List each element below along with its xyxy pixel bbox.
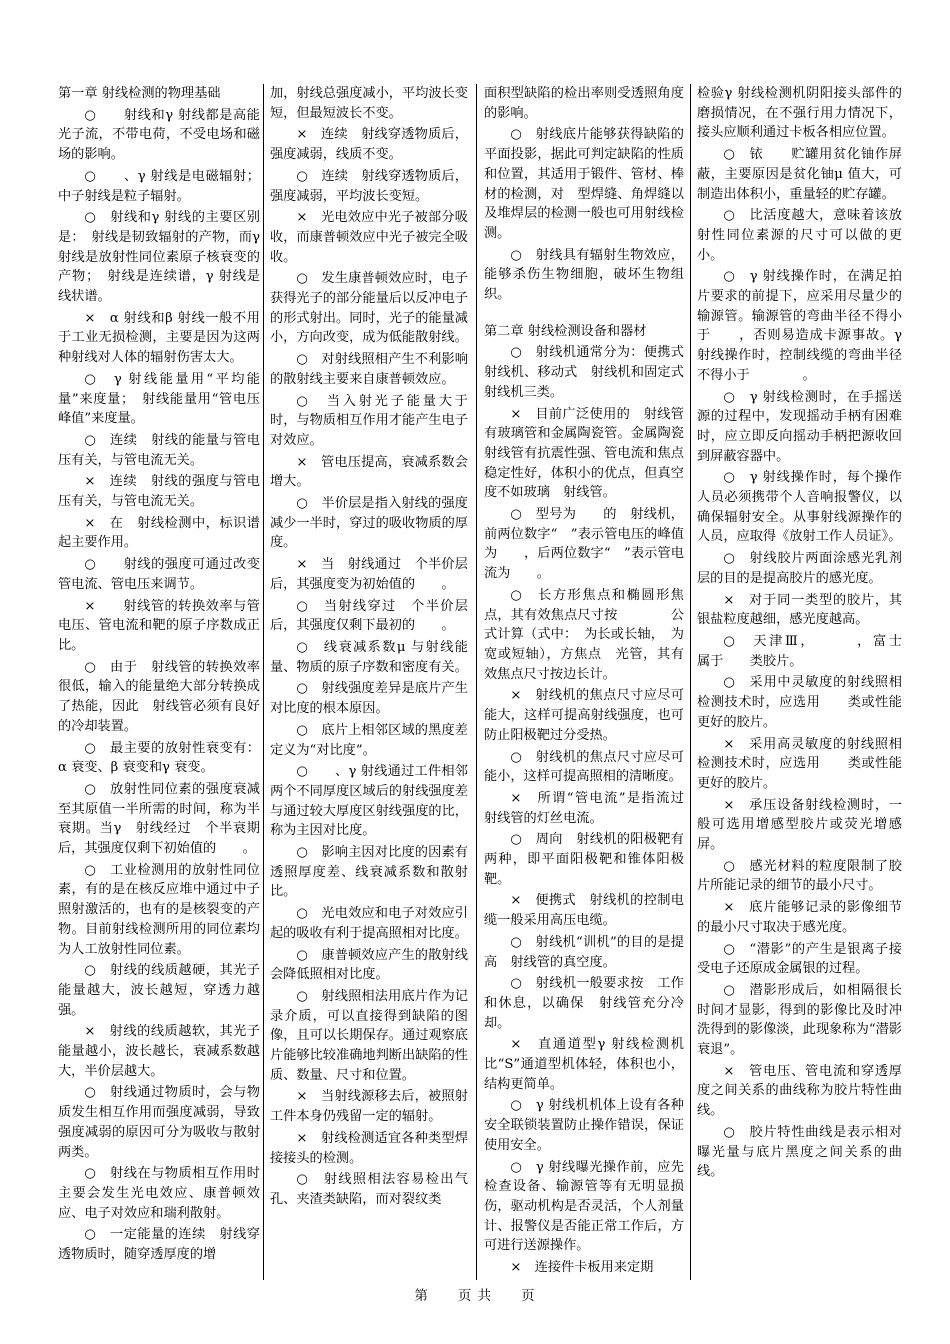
paragraph: ○ 当射线穿过 个半价层后，其强度仅剩下最初的 。 — [270, 598, 468, 634]
paragraph: ○ γ 射线曝光操作前，应先检查设备、输源管等有无明显损伤，驱动机构是否灵活，个人剂量计、报警仪是否能正常工作后，方可进行送源操作。 — [484, 1159, 684, 1254]
paragraph: × 采用高灵敏度的射线照相检测技术时，应选用 类或性能更好的胶片。 — [697, 736, 902, 791]
paragraph: ○ 影响主因对比度的因素有透照厚度差、线衰减系数和散射比。 — [270, 845, 468, 900]
paragraph: ○ 放射性同位素的强度衰减至其原值一半所需的时间，称为半衰期。当γ 射线经过 个半衰期后，其强度仅剩下初始值的 。 — [58, 781, 260, 857]
paragraph: ○ 射线照相法容易检出气孔、夹渣类缺陷，而对裂纹类 — [270, 1172, 468, 1207]
paragraph: ○ 对射线照相产生不利影响的散射线主要来自康普顿效应。 — [270, 352, 468, 387]
paragraph: 加，射线总强度减小，平均波长变短，但最短波长不变。 — [270, 86, 468, 121]
text-column-3 — [484, 84, 698, 1280]
chapter-heading: 第一章 射线检测的物理基础 — [58, 86, 221, 101]
paragraph: × 当 射线通过 个半价层后，其强度变为初始值的 。 — [270, 557, 468, 592]
paragraph: ○ 发生康普顿效应时，电子获得光子的部分能量后以反冲电子的形式射出。同时，光子的能量减小，方向改变，成为低能散射线。 — [270, 271, 468, 346]
paragraph: × 管电压提高，衰减系数会增大。 — [270, 454, 468, 490]
paragraph: ○ 射线和γ 射线都是高能光子流，不带电荷，不受电场和磁场的影响。 — [58, 107, 260, 163]
paragraph: ○ 、γ 射线是电磁辐射；中子射线是粒子辐射。 — [58, 168, 260, 204]
paragraph: ○ 感光材料的粒度限制了胶片所能记录的细节的最小尺寸。 — [697, 858, 902, 894]
paragraph: ○ 采用中灵敏度的射线照相检测技术时，应选用 类或性能更好的胶片。 — [697, 675, 902, 730]
paragraph: ○ 康普顿效应产生的散射线会降低照相对比度。 — [270, 947, 468, 983]
paragraph: × 连接件卡板用来定期 — [510, 1260, 654, 1276]
text-column-1 — [58, 84, 274, 1280]
paragraph: ○ 型号为 的 射线机，前两位数字“ ”表示管电压的峰值为 ，后两位数字“ ”表示管电流为 。 — [484, 507, 684, 582]
paragraph: ○ 射线的线质越硬，其光子能量越大，波长越短，穿透力越强。 — [58, 963, 260, 1018]
document-page — [54, 84, 929, 1280]
paragraph: ○ 工业检测用的放射性同位素，有的是在核反应堆中通过中子照射激活的，也有的是核裂变的产物。目前射线检测所用的同位素均为人工放射性同位素。 — [58, 862, 260, 957]
paragraph: ○ 射线强度差异是底片产生对比度的根本原因。 — [270, 681, 468, 717]
text-column-2 — [270, 84, 495, 1280]
paragraph: ○ 射线在与物质相互作用时主要会发生光电效应、康普顿效应、电子对效应和瑞利散射。 — [58, 1166, 260, 1221]
text-column-4 — [697, 84, 929, 1280]
paragraph: ○ 光电效应和电子对效应引起的吸收有利于提高照相对比度。 — [270, 906, 468, 941]
paragraph: ○ 天津Ⅲ， ，富士 属于 类胶片。 — [697, 633, 929, 669]
paragraph: ○ 、γ 射线通过工件相邻两个不同厚度区域后的射线强度差与通过较大厚度区射线强度的比，称为主因对比度。 — [270, 764, 468, 839]
paragraph: ○ 射线的强度可通过改变管电流、管电压来调节。 — [58, 557, 260, 592]
paragraph: ○ γ 射线检测时，在手摇送源的过程中，发现摇动手柄有困难时，应立即反向摇动手柄把源收回到屏蔽容器中。 — [697, 389, 902, 464]
paragraph: ○ 射线底片能够获得缺陷的平面投影，据此可判定缺陷的性质和位置，其适用于锻件、管材、棒材的检测，对 型焊缝、角焊缝以及堆焊层的检测一般也可用射线检测。 — [484, 127, 684, 241]
paragraph: ○ 比活度越大，意味着该放射性同位素源的尺寸可以做的更小。 — [697, 208, 902, 263]
paragraph: ○ 铱 贮罐用贫化铀作屏蔽，主要原因是贫化铀μ 值大，可制造出体积小，重量轻的贮存罐。 — [697, 147, 902, 202]
paragraph: × 射线的线质越软，其光子能量越小，波长越长，衰减系数越大，半价层越大。 — [58, 1024, 260, 1079]
paragraph: ○ 射线机通常分为：便携式 射线机、移动式 射线机和固定式 射线机三类。 — [484, 345, 698, 400]
paragraph: ○ 胶片特性曲线是表示相对曝光量与底片黑度之间关系的曲线。 — [697, 1124, 902, 1180]
paragraph: × 便携式 射线机的控制电缆一般采用高压电缆。 — [484, 893, 684, 929]
paragraph: 检验γ 射线检测机阴阳接头部件的磨损情况，在不强行用力情况下，接头应顺利通过卡板各相应位置。 — [697, 86, 902, 141]
column-divider — [476, 84, 477, 1280]
paragraph: ○ “潜影”的产生是银离子接受电子还原成金属银的过程。 — [697, 941, 902, 977]
paragraph: × 当射线源移去后，被照射工件本身仍残留一定的辐射。 — [270, 1089, 468, 1125]
chapter-heading: 第二章 射线检测设备和器材 — [484, 323, 647, 339]
paragraph: ○ 线衰减系数μ 与射线能量、物质的原子序数和密度有关。 — [270, 639, 468, 675]
paragraph: 面积型缺陷的检出率则受透照角度的影响。 — [484, 86, 684, 121]
paragraph: ○ 底片上相邻区域的黑度差定义为“对比度”。 — [270, 722, 468, 758]
paragraph: ○ 连续 射线的能量与管电压有关，与管电流无关。 — [58, 432, 260, 468]
paragraph: ○ γ 射线操作时，每个操作人员必须携带个人音响报警仪，以确保辐射安全。从事射线源操作的人员，应取得《放射工作人员证》。 — [697, 470, 902, 545]
paragraph: × 光电效应中光子被部分吸收，而康普顿效应中光子被完全吸收。 — [270, 210, 468, 265]
paragraph: ○ 由于 射线管的转换效率很低，输入的能量绝大部分转换成了热能，因此 射线管必须有良好的冷却装置。 — [58, 659, 260, 734]
paragraph: ○ 射线具有辐射生物效应，能够杀伤生物细胞，破坏生物组织。 — [484, 247, 684, 303]
paragraph: ○ 射线机一般要求按 工作和休息，以确保 射线管充分冷却。 — [484, 976, 684, 1031]
paragraph: ○ γ 射线能量用“平均能量”来度量； 射线能量用“管电压峰值”来度量。 — [58, 371, 260, 427]
paragraph: ○ 一定能量的连续 射线穿透物质时，随穿透厚度的增 — [58, 1227, 260, 1263]
paragraph: × 在 射线检测中，标识谱起主要作用。 — [58, 515, 260, 551]
paragraph: × 承压设备射线检测时，一般可选用增感型胶片或荧光增感屏。 — [697, 797, 902, 853]
paragraph: ○ 当入射光子能量大于 时，与物质相互作用才能产生电子对效应。 — [270, 393, 495, 448]
paragraph: × 射线管的转换效率与管电压、管电流和靶的原子序数成正比。 — [58, 598, 260, 653]
column-divider — [690, 84, 691, 1280]
paragraph: ○ 射线机“训机”的目的是提高 射线管的真空度。 — [484, 934, 684, 970]
column-divider — [263, 84, 264, 1280]
paragraph: × 对于同一类型的胶片，其银盐粒度越细，感光度越高。 — [697, 592, 902, 628]
paragraph: × α 射线和β 射线一般不用于工业无损检测，主要是因为这两种射线对人体的辐射伤害太大。 — [58, 310, 260, 366]
paragraph: × 连续 射线的强度与管电压有关，与管电流无关。 — [58, 474, 260, 510]
paragraph: ○ γ 射线操作时，在满足拍片要求的前提下，应采用尽量少的输源管。输源管的弯曲半径不得小于 ，否则易造成卡源事故。γ 射线操作时，控制线缆的弯曲半径不得小于 。 — [697, 269, 902, 383]
paragraph: × 射线机的焦点尺寸应尽可能大，这样可提高射线强度，也可防止阳极靶过分受热。 — [484, 688, 684, 743]
paragraph: ○ 半价层是指入射线的强度减少一半时，穿过的吸收物质的厚度。 — [270, 496, 468, 551]
paragraph: ○ 最主要的放射性衰变有：α 衰变、β 衰变和γ 衰变。 — [58, 740, 260, 776]
paragraph: × 直通道型γ 射线检测机比“S”通道型机体轻，体积也小，结构更简单。 — [484, 1037, 684, 1092]
paragraph: × 射线检测适宜各种类型焊接接头的检测。 — [270, 1130, 468, 1166]
paragraph: × 目前广泛使用的 射线管有玻璃管和金属陶瓷管。金属陶瓷 射线管有抗震性强、管电流和焦点稳定性好，体积小的优点，但真空度不如玻璃 射线管。 — [484, 406, 698, 501]
paragraph: × 底片能够记录的影像细节的最小尺寸取决于感光度。 — [697, 900, 902, 935]
paragraph: ○ 射线机的焦点尺寸应尽可能小，这样可提高照相的清晰度。 — [484, 749, 684, 785]
page-footer: 第 页 共 页 — [414, 1288, 536, 1304]
paragraph: ○ 射线和γ 射线的主要区别是： 射线是韧致辐射的产物，而γ 射线是放射性同位素原子核衰变的产物； 射线是连续谱，γ 射线是线状谱。 — [58, 210, 274, 305]
paragraph: ○ 射线照相法用底片作为记录介质，可以直接得到缺陷的图像，且可以长期保存。通过观察底片能够比较准确地判断出缺陷的性质、数量、尺寸和位置。 — [270, 988, 468, 1083]
paragraph: ○ 射线通过物质时，会与物质发生相互作用而强度减弱，导致强度减弱的原因可分为吸收与散射两类。 — [58, 1085, 260, 1160]
paragraph: ○ 周向 射线机的阳极靶有两种，即平面阳极靶和锥体阳极靶。 — [484, 832, 684, 887]
paragraph: × 所谓“管电流”是指流过 射线管的灯丝电流。 — [484, 790, 698, 826]
paragraph: × 连续 射线穿透物质后，强度减弱，线质不变。 — [270, 127, 468, 163]
paragraph: ○ 潜影形成后，如相隔很长时间才显影，得到的影像比及时冲洗得到的影像淡，此现象称为“潜影衰退”。 — [697, 982, 902, 1058]
paragraph: × 管电压、管电流和穿透厚度之间关系的曲线称为胶片特性曲线。 — [697, 1063, 902, 1119]
paragraph: ○ 长方形焦点和椭圆形焦点，其有效焦点尺寸按 公式计算（式中： 为长或长轴， 为宽或短轴），方焦点 光管，其有效焦点尺寸按边长计。 — [484, 587, 684, 682]
paragraph: ○ γ 射线机机体上设有各种安全联锁装置防止操作错误，保证使用安全。 — [484, 1098, 684, 1153]
paragraph: ○ 连续 射线穿透物质后，强度减弱，平均波长变短。 — [270, 168, 468, 204]
paragraph: ○ 射线胶片两面涂感光乳剂层的目的是提高胶片的感光度。 — [697, 551, 902, 586]
